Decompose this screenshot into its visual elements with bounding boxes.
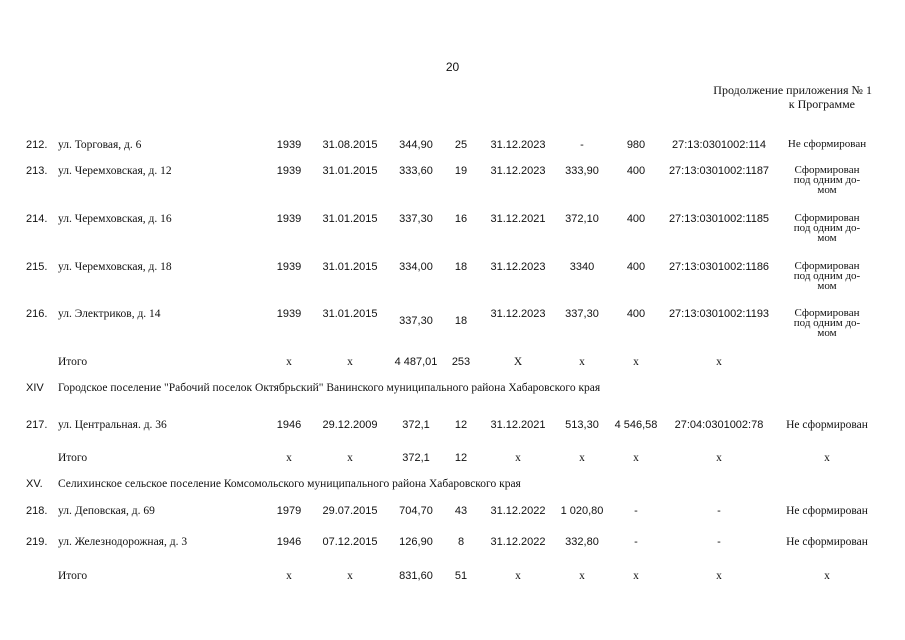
total-label: Итого [58, 570, 88, 582]
residents: 18 [454, 315, 468, 327]
area: 333,60 [399, 165, 433, 177]
resettlement-date: 31.12.2023 [490, 139, 546, 151]
total-val2: х [579, 570, 585, 582]
land-status: под одним до- [793, 222, 861, 234]
land-status: мом [817, 280, 837, 292]
section-number: XV. [26, 478, 43, 490]
address: ул. Железнодорожная, д. 3 [58, 536, 188, 548]
address: ул. Деповская, д. 69 [58, 505, 155, 517]
resettled-area: 372,10 [565, 213, 599, 225]
area: 704,70 [399, 505, 433, 517]
address: ул. Черемховская, д. 18 [58, 261, 172, 273]
resettlement-date: 31.12.2023 [490, 165, 546, 177]
cadastral-number: 27:13:0301002:1193 [668, 308, 770, 320]
total-val2: х [579, 356, 585, 368]
resettlement-date: 31.12.2023 [490, 261, 546, 273]
land-status: мом [817, 184, 837, 196]
total-date2: х [515, 570, 521, 582]
address: ул. Торговая, д. 6 [58, 139, 142, 151]
area: 344,90 [399, 139, 433, 151]
land-status: Сформирован [794, 260, 860, 272]
recognition-date: 07.12.2015 [322, 536, 378, 548]
total-status: х [824, 570, 830, 582]
cost: 4 546,58 [614, 419, 658, 431]
total-status: х [824, 452, 830, 464]
total-area: 4 487,01 [394, 356, 438, 368]
total-year: х [286, 452, 292, 464]
resettlement-date: 31.12.2021 [490, 419, 546, 431]
total-cadastre: х [716, 570, 722, 582]
total-residents: 253 [451, 356, 471, 368]
section-title: Селихинское сельское поселение Комсомольского муниципального района Хабаровского края [58, 478, 521, 490]
area: 337,30 [399, 315, 433, 327]
address: ул. Черемховская, д. 16 [58, 213, 172, 225]
resettlement-date: 31.12.2023 [490, 308, 546, 320]
total-date1: х [347, 452, 353, 464]
row-number: 212. [26, 139, 48, 151]
year-built: 1939 [276, 308, 302, 320]
land-status: Не сформирован [786, 505, 868, 517]
residents: 25 [454, 139, 468, 151]
area: 337,30 [399, 213, 433, 225]
total-residents: 51 [454, 570, 468, 582]
recognition-date: 31.01.2015 [322, 213, 378, 225]
cadastral-number: 27:13:0301002:1185 [668, 213, 770, 225]
resettled-area: 332,80 [565, 536, 599, 548]
year-built: 1946 [276, 536, 302, 548]
total-cost: х [633, 452, 639, 464]
total-label: Итого [58, 452, 88, 464]
row-number: 216. [26, 308, 48, 320]
section-number: XIV [26, 382, 44, 394]
land-status: Сформирован [794, 164, 860, 176]
total-date1: х [347, 570, 353, 582]
recognition-date: 29.07.2015 [322, 505, 378, 517]
recognition-date: 31.01.2015 [322, 165, 378, 177]
year-built: 1939 [276, 213, 302, 225]
cadastral-number: - [717, 505, 721, 517]
row-number: 215. [26, 261, 48, 273]
cost: - [634, 536, 638, 548]
address: ул. Центральная. д. 36 [58, 419, 167, 431]
year-built: 1939 [276, 165, 302, 177]
area: 372,1 [402, 419, 430, 431]
recognition-date: 29.12.2009 [322, 419, 378, 431]
total-cadastre: х [716, 452, 722, 464]
area: 334,00 [399, 261, 433, 273]
cost: 400 [626, 308, 646, 320]
appendix-header-line1: Продолжение приложения № 1 [713, 83, 872, 97]
total-val2: х [579, 452, 585, 464]
cost: - [634, 505, 638, 517]
residents: 12 [454, 419, 468, 431]
row-number: 214. [26, 213, 48, 225]
address: ул. Черемховская, д. 12 [58, 165, 172, 177]
resettlement-date: 31.12.2022 [490, 536, 546, 548]
page-number: 20 [445, 60, 460, 74]
resettled-area: 337,30 [565, 308, 599, 320]
cadastral-number: 27:13:0301002:1186 [668, 261, 770, 273]
land-status: мом [817, 327, 837, 339]
total-date2: Х [513, 356, 523, 368]
resettled-area: - [580, 139, 584, 151]
total-cost: х [633, 570, 639, 582]
section-title: Городское поселение "Рабочий поселок Октябрьский" Ванинского муниципального района Хабаровского края [58, 382, 601, 394]
cadastral-number: - [717, 536, 721, 548]
cadastral-number: 27:04:0301002:78 [674, 419, 764, 431]
cadastral-number: 27:13:0301002:1187 [668, 165, 770, 177]
total-residents: 12 [454, 452, 468, 464]
cost: 400 [626, 261, 646, 273]
address: ул. Электриков, д. 14 [58, 308, 161, 320]
cost: 400 [626, 213, 646, 225]
total-area: 372,1 [402, 452, 430, 464]
year-built: 1979 [276, 505, 302, 517]
land-status: под одним до- [793, 317, 861, 329]
residents: 8 [457, 536, 465, 548]
year-built: 1939 [276, 261, 302, 273]
cost: 980 [626, 139, 646, 151]
residents: 43 [454, 505, 468, 517]
residents: 18 [454, 261, 468, 273]
resettled-area: 3340 [569, 261, 595, 273]
total-area: 831,60 [399, 570, 433, 582]
land-status: Сформирован [794, 307, 860, 319]
land-status: Не сформирован [787, 138, 867, 150]
row-number: 219. [26, 536, 48, 548]
cadastral-number: 27:13:0301002:114 [672, 139, 766, 151]
resettlement-date: 31.12.2021 [490, 213, 546, 225]
cost: 400 [626, 165, 646, 177]
recognition-date: 31.01.2015 [322, 308, 378, 320]
land-status: мом [817, 232, 837, 244]
recognition-date: 31.08.2015 [322, 139, 378, 151]
total-year: х [286, 570, 292, 582]
land-status: под одним до- [793, 174, 861, 186]
total-cadastre: х [716, 356, 722, 368]
resettled-area: 1 020,80 [560, 505, 604, 517]
total-label: Итого [58, 356, 88, 368]
resettled-area: 513,30 [565, 419, 599, 431]
land-status: под одним до- [793, 270, 861, 282]
resettlement-date: 31.12.2022 [490, 505, 546, 517]
residents: 16 [454, 213, 468, 225]
appendix-header-line2: к Программе [788, 97, 855, 111]
land-status: Не сформирован [786, 536, 868, 548]
residents: 19 [454, 165, 468, 177]
total-date1: х [347, 356, 353, 368]
total-year: х [286, 356, 292, 368]
row-number: 217. [26, 419, 48, 431]
row-number: 213. [26, 165, 48, 177]
row-number: 218. [26, 505, 48, 517]
land-status: Не сформирован [786, 419, 868, 431]
resettled-area: 333,90 [565, 165, 599, 177]
area: 126,90 [399, 536, 433, 548]
year-built: 1946 [276, 419, 302, 431]
land-status: Сформирован [794, 212, 860, 224]
total-cost: х [633, 356, 639, 368]
year-built: 1939 [276, 139, 302, 151]
recognition-date: 31.01.2015 [322, 261, 378, 273]
total-date2: х [515, 452, 521, 464]
